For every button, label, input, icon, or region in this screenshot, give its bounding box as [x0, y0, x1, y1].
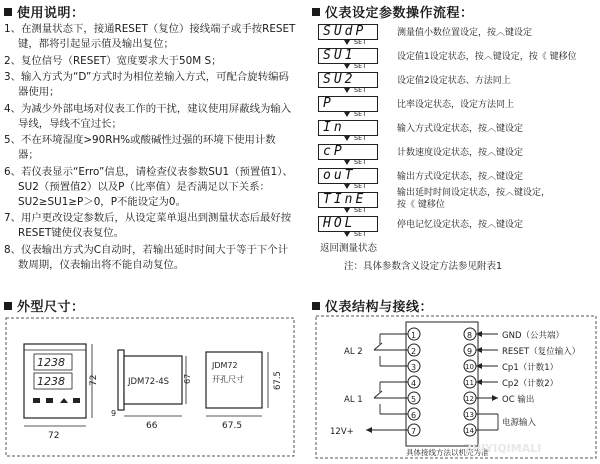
usage-item-1: 1、在测量状态下，接通RESET（复位）接线端子或手按RESET键，都将引起显示值及输出复位；	[4, 23, 296, 50]
set-label: SET	[354, 182, 367, 190]
terminal-14: 14	[465, 427, 474, 435]
step-desc: 输出延时时间设定状态，按︿键设定， 按《 键移位	[397, 188, 551, 210]
step-desc: 输出方式设定状态，按︿键设定	[397, 172, 524, 182]
setup-step-in	[318, 118, 600, 142]
dimension-drawings	[0, 314, 300, 464]
cutout-view	[206, 352, 283, 431]
usage-item-7: 7、用户更改设定参数后，从设定菜单退出到测量状态后最好按RESET键使仪表复位。	[4, 212, 292, 239]
bullet-square-icon	[312, 302, 320, 310]
set-label: SET	[354, 230, 367, 238]
down-arrow-icon	[344, 184, 350, 189]
set-label: SET	[354, 110, 367, 118]
lcd-display: SU1	[318, 48, 378, 64]
usage-item-5: 5、不在环境湿度>90RH%或酸碱性过强的环境下使用计数器；	[4, 134, 276, 161]
lcd-display: ouT	[318, 168, 378, 184]
wiring-diagram	[314, 314, 600, 462]
bullet-square-icon	[312, 8, 320, 16]
usage-item-4: 4、为减少外部电场对仪表工作的干扰，建议使用屏蔽线为输入导线，导线不宜过长；	[4, 102, 292, 130]
terminal-7: 7	[411, 427, 417, 436]
setup-title: 仪表设定参数操作流程：	[312, 2, 474, 21]
setup-step-p	[318, 94, 600, 118]
cp1-label: Cp1（计数1）	[502, 363, 559, 373]
set-label: SET	[354, 158, 367, 166]
relay-al2	[374, 334, 408, 366]
front-height-label: 72	[89, 374, 99, 386]
al1-label: AL 1	[344, 395, 363, 405]
usage-item-6: 6、若仪表显示“Erro”信息，请检查仪表参数SU1（预置值1）、SU2（预置值2）以及P（比率值）是否满足以下关系：SU2≥SU1≥P＞0，P不能设定为0。	[4, 165, 293, 208]
left-arrow-icon	[476, 363, 482, 369]
down-arrow-icon	[344, 112, 350, 117]
al2-label: AL 2	[344, 347, 363, 357]
set-label: SET	[354, 62, 367, 70]
front-display-2: 1238	[37, 375, 65, 388]
oc-label: OC 输出	[502, 395, 535, 405]
lcd-display: SU2	[318, 72, 378, 88]
watermark: ZHIYIQIMALI	[464, 442, 542, 455]
dimensions-title: 外型尺寸：	[4, 296, 85, 315]
terminal-10: 10	[465, 363, 474, 371]
down-arrow-icon	[344, 136, 350, 141]
terminal-4: 4	[411, 379, 417, 388]
down-arrow-icon	[344, 88, 350, 93]
terminal-13: 13	[465, 411, 474, 419]
bullet-square-icon	[4, 302, 12, 310]
lcd-display: HOL	[318, 216, 378, 232]
front-display-1: 1238	[37, 356, 65, 369]
cutout-model-label: JDM72	[212, 361, 238, 370]
relay-al1	[374, 382, 408, 414]
terminal-3: 3	[411, 363, 417, 372]
setup-step-time	[318, 190, 600, 214]
cutout-width-label: 67.5	[222, 421, 243, 431]
lcd-display: SUdP	[318, 24, 378, 40]
step-desc: 设定值1设定状态，按︿键设定，按《 键移位	[397, 52, 577, 62]
usage-item-8: 8、仪表输出方式为C自动时，若输出延时时间大于等于下个计数周期，仪表输出将不能自动复位。	[4, 243, 289, 271]
setup-footer: 返回测量状态	[320, 243, 378, 254]
left-arrow-icon	[476, 331, 482, 337]
usage-list	[4, 22, 296, 274]
right-terminals	[464, 328, 476, 436]
set-label: SET	[354, 86, 367, 94]
power-label: 电源输入	[502, 418, 537, 428]
terminal-2: 2	[411, 347, 417, 356]
cp2-label: Cp2（计数2）	[502, 379, 559, 389]
left-arrow-icon	[476, 379, 482, 385]
wiring-title: 仪表结构与接线：	[312, 296, 433, 315]
terminal-1: 1	[411, 331, 417, 340]
left-arrow-icon	[476, 347, 482, 353]
down-arrow-icon	[344, 208, 350, 213]
step-desc: 测量值小数位置设定，按︿键设定	[397, 28, 533, 38]
right-arrow-icon	[492, 395, 498, 401]
setup-step-su2	[318, 70, 600, 94]
cutout-desc-label: 开孔尺寸	[212, 375, 244, 384]
step-desc: 停电记忆设定状态，按︿键设定	[397, 220, 524, 230]
side-model-label: JDM72-4S	[128, 377, 170, 387]
step-desc: 输入方式设定状态，按︿键设定	[397, 124, 524, 134]
usage-item-2: 2、复位信号（RESET）宽度要求大于50M S；	[4, 54, 222, 67]
lcd-display: P	[318, 96, 378, 112]
v12-label: 12V+	[330, 427, 354, 437]
terminal-9: 9	[467, 347, 473, 356]
cutout-height-label-1: 67	[183, 373, 192, 384]
down-arrow-icon	[344, 160, 350, 165]
terminal-12: 12	[465, 395, 474, 403]
usage-item-3: 3、输入方式为“D”方式时为相位差输入方式，可配合旋转编码器使用；	[4, 71, 289, 98]
terminal-5: 5	[411, 395, 417, 404]
usage-title: 使用说明：	[4, 2, 85, 21]
down-arrow-icon	[344, 40, 350, 45]
down-arrow-icon	[344, 232, 350, 237]
lcd-display: In	[318, 120, 378, 136]
terminal-6: 6	[411, 411, 417, 420]
setup-step-sudp	[318, 22, 600, 46]
set-label: SET	[354, 206, 367, 214]
terminal-8: 8	[467, 331, 473, 340]
setup-step-su1	[318, 46, 600, 70]
setup-note: 注：具体参数含义设定方法参见附表1	[344, 261, 503, 272]
lcd-display: TInE	[318, 192, 378, 208]
gnd-label: GND（公共端）	[502, 331, 564, 341]
front-view	[24, 344, 99, 441]
side-view	[111, 350, 192, 431]
setup-step-hol	[318, 214, 600, 238]
left-terminals	[408, 328, 420, 436]
wiring-caption: 具体接线方法以机壳为准	[406, 448, 489, 457]
lcd-display: cP	[318, 144, 378, 160]
front-width-label: 72	[48, 431, 60, 441]
side-panel-label: 9	[111, 409, 117, 418]
reset-label: RESET（复位输入）	[502, 347, 581, 357]
set-label: SET	[354, 134, 367, 142]
terminal-11: 11	[465, 379, 474, 387]
down-arrow-icon	[344, 64, 350, 69]
set-label: SET	[354, 38, 367, 46]
setup-step-cp	[318, 142, 600, 166]
left-arrow-icon	[366, 427, 372, 433]
step-desc: 设定值2设定状态、方法同上	[397, 76, 511, 86]
step-desc: 比率设定状态，设定方法同上	[397, 100, 515, 110]
setup-flow	[318, 22, 600, 238]
cutout-height-label-2: 67.5	[273, 371, 283, 390]
side-depth-label: 66	[146, 421, 158, 431]
step-desc: 计数速度设定状态，按︿键设定	[397, 148, 524, 158]
bullet-square-icon	[4, 8, 12, 16]
